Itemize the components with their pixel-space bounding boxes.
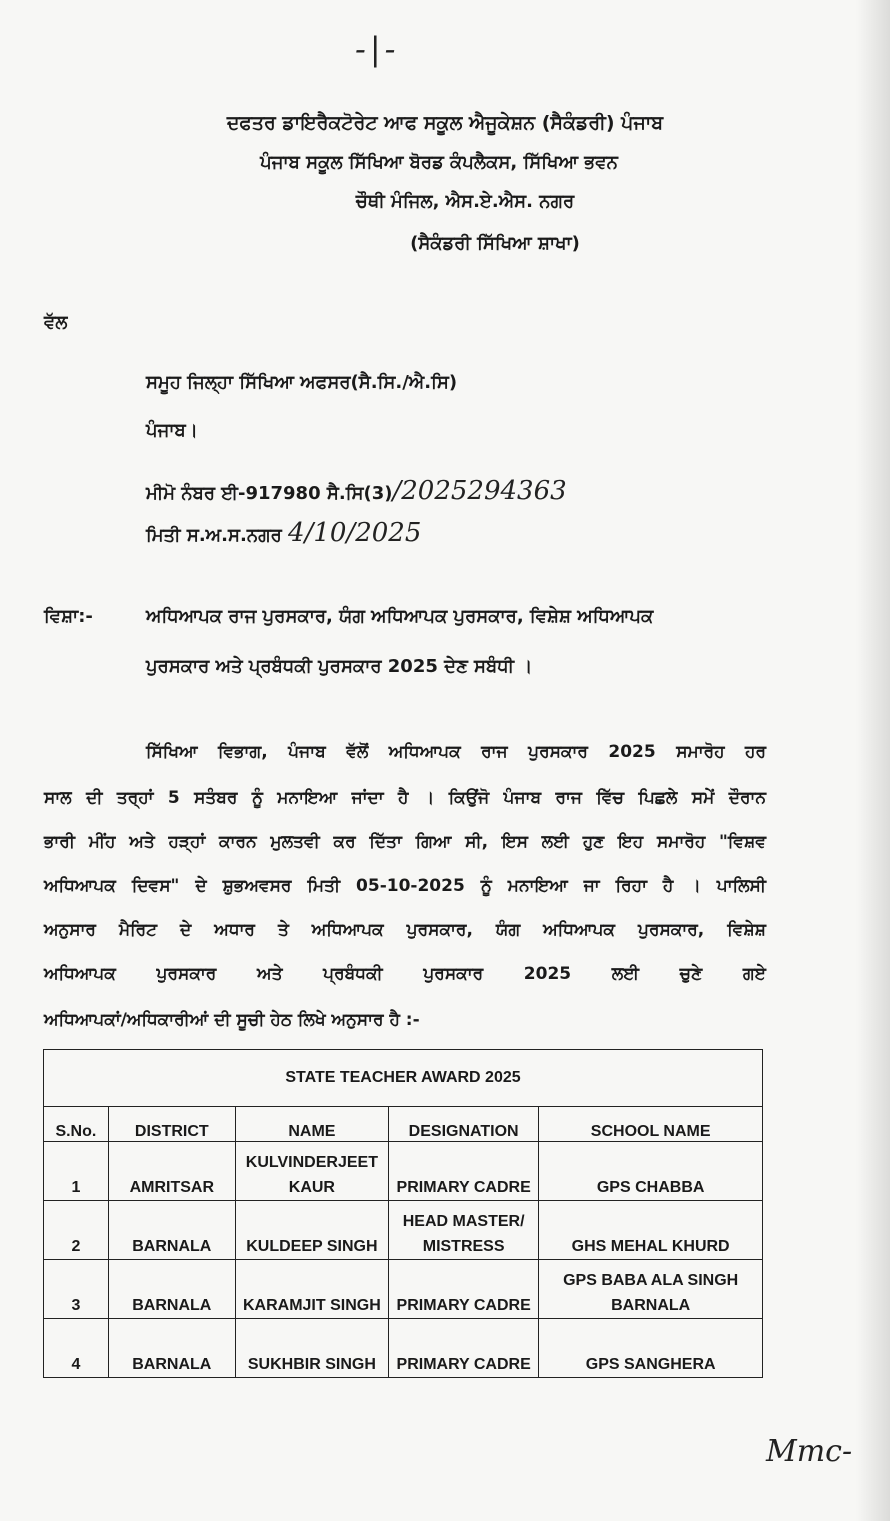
cell-name: KULVINDERJEET KAUR xyxy=(235,1142,388,1201)
body-line: ਅਧਿਆਪਕਾਂ/ਅਧਿਕਾਰੀਆਂ ਦੀ ਸੂਚੀ ਹੇਠ ਲਿਖੇ ਅਨੁਸਾਰ ਹੈ :- xyxy=(44,1010,420,1030)
office-complex: ਪੰਜਾਬ ਸਕੂਲ ਸਿੱਖਿਆ ਬੋਰਡ ਕੰਪਲੈਕਸ, ਸਿੱਖਿਆ ਭਵਨ xyxy=(260,152,618,173)
cell-district: BARNALA xyxy=(108,1260,235,1319)
office-branch: (ਸੈਕੰਡਰੀ ਸਿੱਖਿਆ ਸ਼ਾਖਾ) xyxy=(410,233,580,254)
table-row xyxy=(44,1201,763,1260)
body-line: ਅਧਿਆਪਕ ਦਿਵਸ" ਦੇ ਸ਼ੁਭਅਵਸਰ ਮਿਤੀ 05-10-2025 ਨੂੰ ਮਨਾਇਆ ਜਾ ਰਿਹਾ ਹੈ । ਪਾਲਿਸੀ xyxy=(44,876,766,896)
memo-handwritten: /2025294363 xyxy=(392,476,567,506)
cell-name: SUKHBIR SINGH xyxy=(235,1319,388,1378)
header-sno: S.No. xyxy=(44,1107,109,1142)
office-floor: ਚੌਥੀ ਮੰਜਿਲ, ਐਸ.ਏ.ਐਸ. ਨਗਰ xyxy=(355,191,575,212)
body-line: ਸਾਲ ਦੀ ਤਰ੍ਹਾਂ 5 ਸਤੰਬਰ ਨੂੰ ਮਨਾਇਆ ਜਾਂਦਾ ਹੈ । ਕਿਉਂਜੋ ਪੰਜਾਬ ਰਾਜ ਵਿੱਚ ਪਿਛਲੇ ਸਮੇਂ ਦੌਰਾਨ xyxy=(44,788,766,808)
cell-sno: 2 xyxy=(44,1201,109,1260)
header-district: DISTRICT xyxy=(108,1107,235,1142)
cell-school: GHS MEHAL KHURD xyxy=(539,1201,763,1260)
table-title-row xyxy=(44,1050,763,1107)
body-line: ਅਨੁਸਾਰ ਮੈਰਿਟ ਦੇ ਅਧਾਰ ਤੇ ਅਧਿਆਪਕ ਪੁਰਸਕਾਰ, ਯੰਗ ਅਧਿਆਪਕ ਪੁਰਸਕਾਰ, ਵਿਸ਼ੇਸ਼ xyxy=(44,920,766,940)
cell-school: GPS CHABBA xyxy=(539,1142,763,1201)
cell-name: KULDEEP SINGH xyxy=(235,1201,388,1260)
cell-district: BARNALA xyxy=(108,1201,235,1260)
cell-school: GPS SANGHERA xyxy=(539,1319,763,1378)
award-table xyxy=(43,1049,763,1378)
signature: Mmc- xyxy=(766,1434,853,1469)
table-header-row xyxy=(44,1107,763,1142)
cell-sno: 3 xyxy=(44,1260,109,1319)
header-name: NAME xyxy=(235,1107,388,1142)
memo-date xyxy=(146,518,421,548)
cell-district: AMRITSAR xyxy=(108,1142,235,1201)
office-title: ਦਫਤਰ ਡਾਇਰੈਕਟੋਰੇਟ ਆਫ ਸਕੂਲ ਐਜੂਕੇਸ਼ਨ (ਸੈਕੰਡਰੀ) ਪੰਜਾਬ xyxy=(226,112,664,134)
cell-sno: 1 xyxy=(44,1142,109,1201)
subject-label: ਵਿਸ਼ਾ:- xyxy=(44,606,93,627)
header-school: SCHOOL NAME xyxy=(539,1107,763,1142)
subject-line-2: ਪੁਰਸਕਾਰ ਅਤੇ ਪ੍ਰਬੰਧਕੀ ਪੁਰਸਕਾਰ 2025 ਦੇਣ ਸਬੰਧੀ । xyxy=(146,656,533,677)
cell-school: GPS BABA ALA SINGH BARNALA xyxy=(539,1260,763,1319)
page-number: -|- xyxy=(355,30,400,68)
page-edge-shadow xyxy=(856,0,890,1521)
cell-designation: PRIMARY CADRE xyxy=(388,1319,538,1378)
body-line: ਸਿੱਖਿਆ ਵਿਭਾਗ, ਪੰਜਾਬ ਵੱਲੋਂ ਅਧਿਆਪਕ ਰਾਜ ਪੁਰਸਕਾਰ 2025 ਸਮਾਰੋਹ ਹਰ xyxy=(146,742,766,762)
cell-district: BARNALA xyxy=(108,1319,235,1378)
date-printed: ਮਿਤੀ ਸ.ਅ.ਸ.ਨਗਰ xyxy=(146,525,282,546)
subject-line-1: ਅਧਿਆਪਕ ਰਾਜ ਪੁਰਸਕਾਰ, ਯੰਗ ਅਧਿਆਪਕ ਪੁਰਸਕਾਰ, ਵਿਸ਼ੇਸ਼ ਅਧਿਆਪਕ xyxy=(146,606,654,627)
addressee-line-1: ਸਮੂਹ ਜਿਲ੍ਹਾ ਸਿੱਖਿਆ ਅਫਸਰ(ਸੈ.ਸਿ./ਐ.ਸਿ) xyxy=(146,372,458,393)
table-title: STATE TEACHER AWARD 2025 xyxy=(44,1050,763,1107)
cell-designation: PRIMARY CADRE xyxy=(388,1260,538,1319)
memo-printed: ਮੀਮੋ ਨੰਬਰ ਈ-917980 ਸੈ.ਸਿ(3) xyxy=(146,483,393,504)
cell-designation: HEAD MASTER/ MISTRESS xyxy=(388,1201,538,1260)
memo-number xyxy=(146,476,567,506)
header-designation: DESIGNATION xyxy=(388,1107,538,1142)
table-row xyxy=(44,1142,763,1201)
cell-name: KARAMJIT SINGH xyxy=(235,1260,388,1319)
table-row xyxy=(44,1260,763,1319)
table-row xyxy=(44,1319,763,1378)
cell-sno: 4 xyxy=(44,1319,109,1378)
date-handwritten: 4/10/2025 xyxy=(288,518,422,548)
body-line: ਅਧਿਆਪਕ ਪੁਰਸਕਾਰ ਅਤੇ ਪ੍ਰਬੰਧਕੀ ਪੁਰਸਕਾਰ 2025 ਲਈ ਚੁਣੇ ਗਏ xyxy=(44,964,766,984)
to-label: ਵੱਲ xyxy=(44,312,68,333)
cell-designation: PRIMARY CADRE xyxy=(388,1142,538,1201)
body-line: ਭਾਰੀ ਮੀਂਹ ਅਤੇ ਹੜ੍ਹਾਂ ਕਾਰਨ ਮੁਲਤਵੀ ਕਰ ਦਿੱਤਾ ਗਿਆ ਸੀ, ਇਸ ਲਈ ਹੁਣ ਇਹ ਸਮਾਰੋਹ "ਵਿਸ਼ਵ xyxy=(44,832,766,852)
addressee-line-2: ਪੰਜਾਬ। xyxy=(146,420,198,441)
